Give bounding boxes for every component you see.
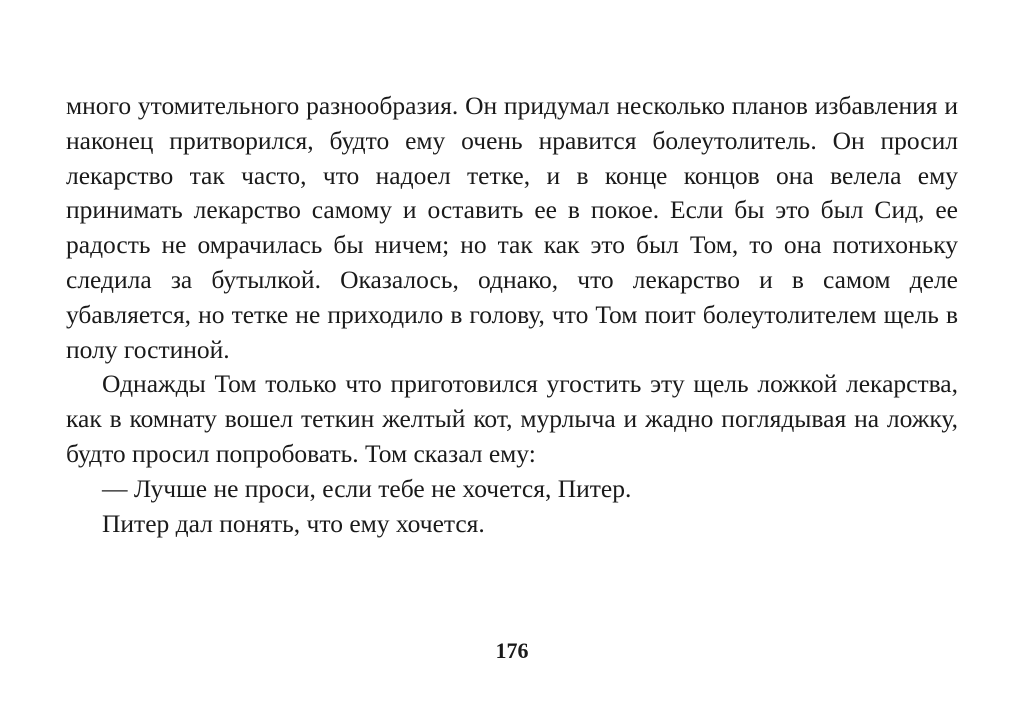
paragraph-peter-response: Питер дал понять, что ему хочется. (102, 508, 485, 538)
paragraph-dialogue-line: — Лучше не проси, если тебе не хочется, Питер. (102, 473, 632, 503)
page-number: 176 (495, 638, 529, 663)
paragraph-tom-and-crack: Однажды Том только что приготовился угостить эту щель ложкой лекарства, как в комнату вошел теткин желтый кот, мурлыча и жадно поглядывая на ложку, будто просил попробовать. Том сказал ему: (66, 369, 958, 468)
paragraph-continuation: много утомительного разнообразия. Он придумал несколько планов избавления и наконец притворился, будто ему очень нравится болеутолитель. Он просил лекарство так часто, что надоел тетке, и в конце концов она велела ему принимать лекарство самому и оставить ее в покое. Если бы это был Сид, ее радость не омрачилась бы ничем; но так как это был Том, то она потихоньку следила за бутылкой. Оказалось, однако, что лекарство и в самом деле убавляется, но тетке не приходило в голову, что Том поит болеутолителем щель в полу гостиной. (66, 91, 958, 364)
page-body-text (66, 89, 958, 541)
